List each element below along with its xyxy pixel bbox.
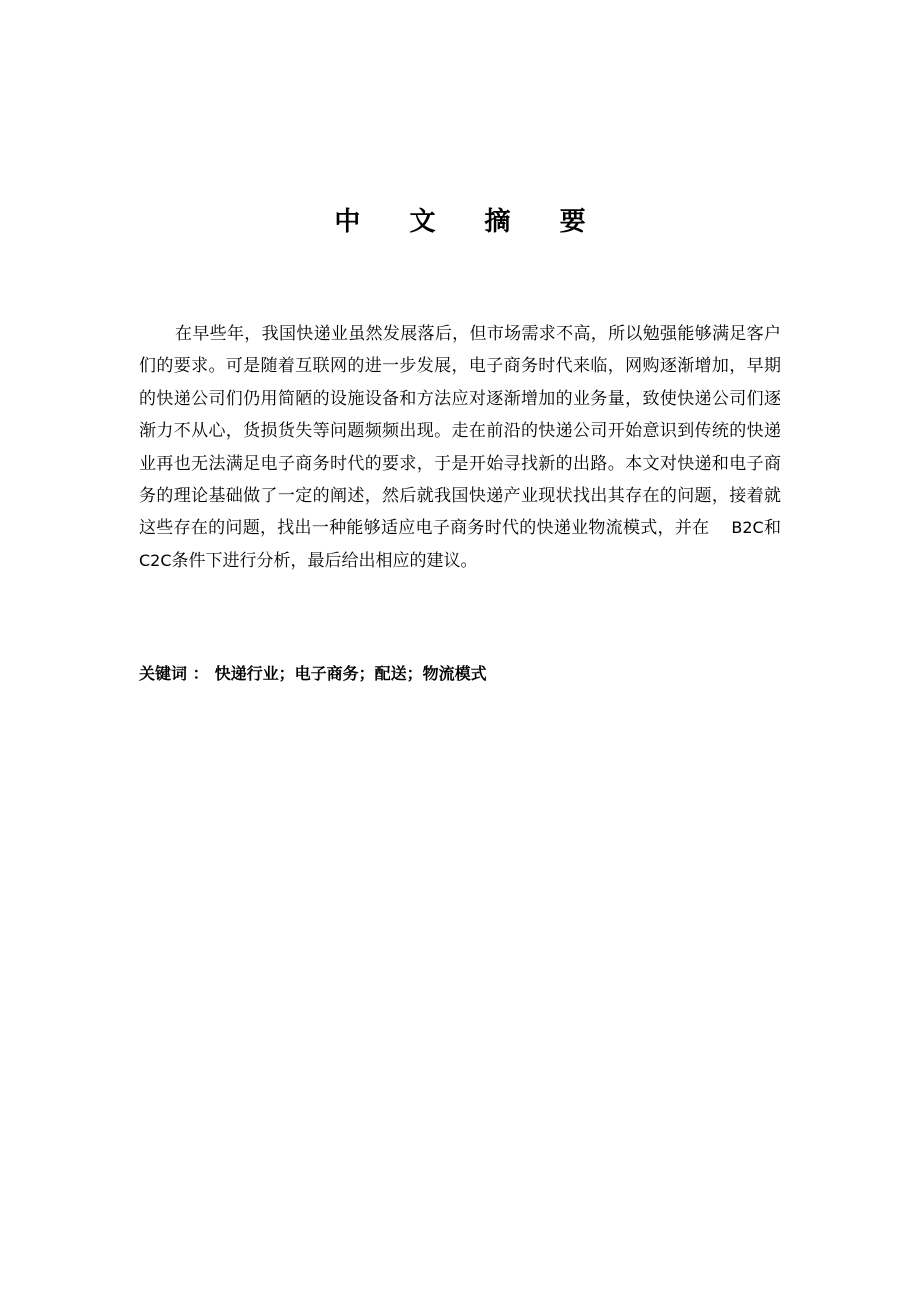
page-title: 中 文 摘 要 (334, 207, 606, 237)
abstract-connector: 和 (763, 518, 782, 539)
keywords-label: 关键词 ： (139, 664, 209, 683)
abstract-paragraph (139, 318, 781, 577)
abstract-text-part2: 条件下进行分析，最后给出相应的建议。 (171, 550, 478, 571)
abstract-term-c2c: C2C (139, 550, 172, 570)
abstract-term-b2c: B2C (731, 518, 764, 538)
keywords-value: 快递行业；电子商务；配送；物流模式 (214, 664, 487, 683)
abstract-text-part1: 在早些年，我国快递业虽然发展落后，但市场需求不高，所以勉强能够满足客户们的要求。可是随着互联网的进一步发展，电子商务时代来临，网购逐渐增加，早期的快递公司们仍用简陋的设施设备和方法应对逐渐增加的业务量，致使快递公司们逐渐力不从心，货损货失等问题频频出现。走在前沿的快递公司开始意识到传统的快递业再也无法满足电子商务时代的要求，于是开始寻找新的出路。本文对快递和电子商务的理论基础做了一定的阐述，然后就我国快递产业现状找出其存在的问题，接着就这些存在的问题，找出一种能够适应电子商务时代的快递业物流模式，并在 (139, 324, 781, 539)
keywords-line (139, 660, 781, 688)
